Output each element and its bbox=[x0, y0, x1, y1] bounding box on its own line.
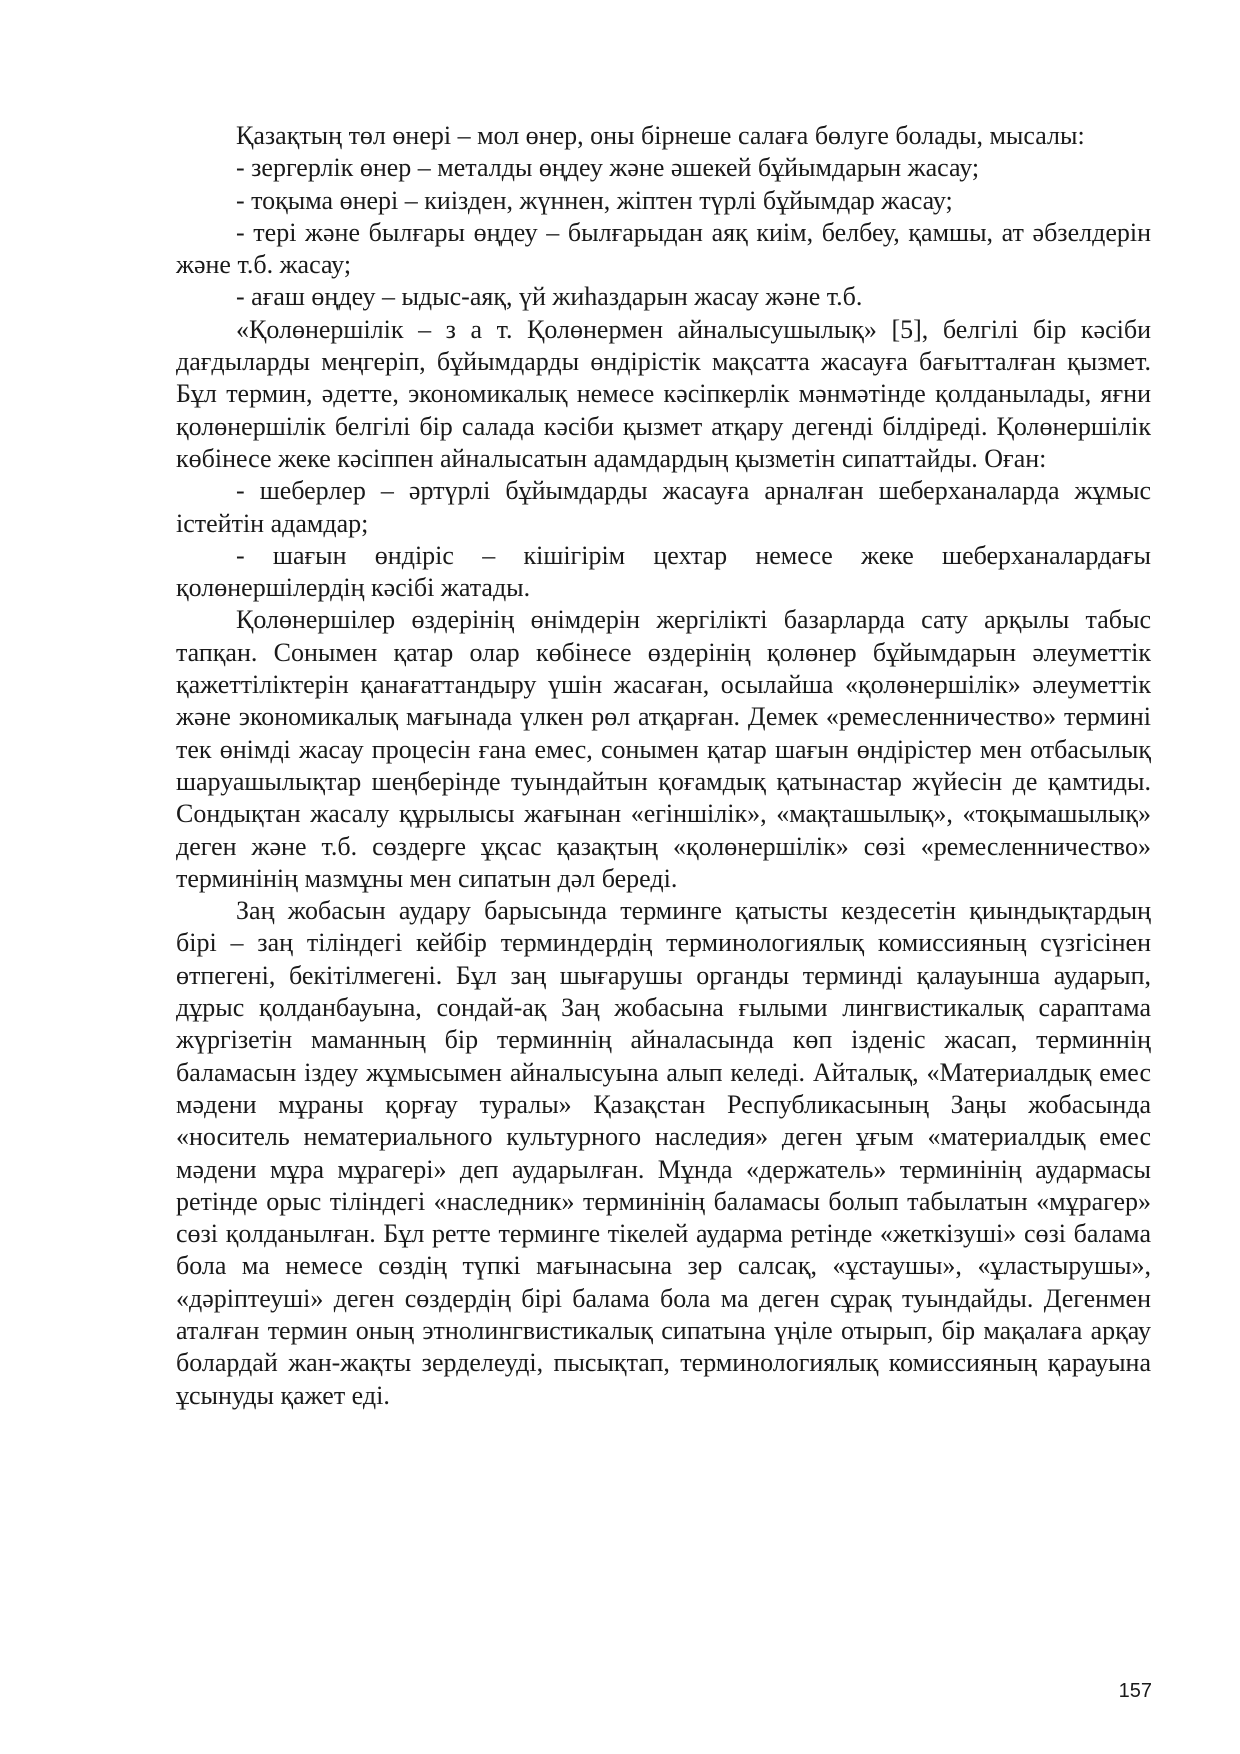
list-item-jewelry: - зергерлік өнер – металды өңдеу және әшекей бұйымдарын жасау; bbox=[236, 153, 980, 183]
list-item-masters: - шеберлер – әртүрлі бұйымдарды жасауға арналған шеберханаларда жұмыс істейтін адамдар; bbox=[176, 476, 1151, 538]
body-text bbox=[176, 120, 1151, 1412]
paragraph-craftsmen: Қолөнершілер өздерінің өнімдерін жергілікті базарларда сату арқылы табыс тапқан. Сонымен қатар олар көбінесе өздерінің қолөнер бұйымдарын әлеуметтік қажеттіліктерін қанағаттандыру үшін жасаған, осылайша «қолөнершілік» әлеуметтік және экономикалық мағынада үлкен рөл атқарған. Демек «ремесленничество» термині тек өнімді жасау процесін ғана емес, сонымен қатар шағын өндірістер мен отбасылық шаруашылықтар шеңберінде туындайтын қоғамдық қатынастар жүйесін де қамтиды. Сондықтан жасалу құрылысы жағынан «егіншілік», «мақташылық», «тоқымашылық» деген және т.б. сөздерге ұқсас қазақтың «қолөнершілік» сөзі «ремесленничество» терминінің мазмұны мен сипатын дәл береді. bbox=[176, 605, 1151, 893]
paragraph-definition: «Қолөнершілік – з а т. Қолөнермен айналысушылық» [5], белгілі бір кәсіби дағдыларды меңгеріп, бұйымдарды өндірістік мақсатта жасауға бағытталған қызмет. Бұл термин, әдетте, экономикалық немесе кәсіпкерлік мәнмәтінде қолданылады, яғни қолөнершілік белгілі бір салада кәсіби қызмет атқару дегенді білдіреді. Қолөнершілік көбінесе жеке кәсіппен айналысатын адамдардың қызметін сипаттайды. Оған: bbox=[176, 314, 1151, 473]
paragraph-intro: Қазақтың төл өнері – мол өнер, оны бірнеше салаға бөлуге болады, мысалы: bbox=[236, 121, 1085, 150]
list-item-small-production: - шағын өндіріс – кішігірім цехтар немесе жеке шеберханалардағы қолөнершілердің кәсібі жатады. bbox=[176, 540, 1151, 603]
list-item-leather: - тері және былғары өңдеу – былғарыдан аяқ киім, белбеу, қамшы, ат әбзелдерін және т.б. жасау; bbox=[176, 217, 1151, 280]
list-item-wood: - ағаш өңдеу – ыдыс-аяқ, үй жиһаздарын жасау және т.б. bbox=[236, 282, 863, 312]
paragraph-law-translation: Заң жобасын аудару барысында терминге қатысты кездесетін қиындықтардың бірі – заң тіліндегі кейбір терминдердің терминологиялық комиссияның сүзгісінен өтпегені, бекітілмегені. Бұл заң шығарушы органды терминді қалауынша аударып, дұрыс қолданбауына, сондай-ақ Заң жобасына ғылыми лингвистикалық сараптама жүргізетін маманның бір терминнің айналасында көп ізденіс жасап, терминнің баламасын іздеу жұмысымен айналысуына алып келеді. Айталық, «Материалдық емес мәдени мұраны қорғау туралы» Қазақстан Республикасының Заңы жобасында «носитель нематериального культурного наследия» деген ұғым «материалдық емес мәдени мұра мұрагері» деп аударылған. Мұнда «держатель» терминінің аудармасы ретінде орыс тіліндегі «наследник» терминінің баламасы болып табылатын «мұрагер» сөзі қолданылған. Бұл ретте терминге тікелей аударма ретінде «жеткізуші» сөзі балама бола ма немесе сөздің түпкі мағынасына зер салсақ, «ұстаушы», «ұластырушы», «дәріптеуші» деген сөздердің бірі балама бола ма деген сұрақ туындайды. Дегенмен аталған термин оның этнолингвистикалық сипатына үңіле отырып, бір мақалаға арқау болардай жан-жақты зерделеуді, пысықтап, терминологиялық комиссияның қарауына ұсынуды қажет еді. bbox=[176, 896, 1151, 1410]
page-number: 157 bbox=[1118, 1680, 1152, 1702]
list-item-weaving: - тоқыма өнері – киізден, жүннен, жіптен түрлі бұйымдар жасау; bbox=[236, 185, 953, 215]
